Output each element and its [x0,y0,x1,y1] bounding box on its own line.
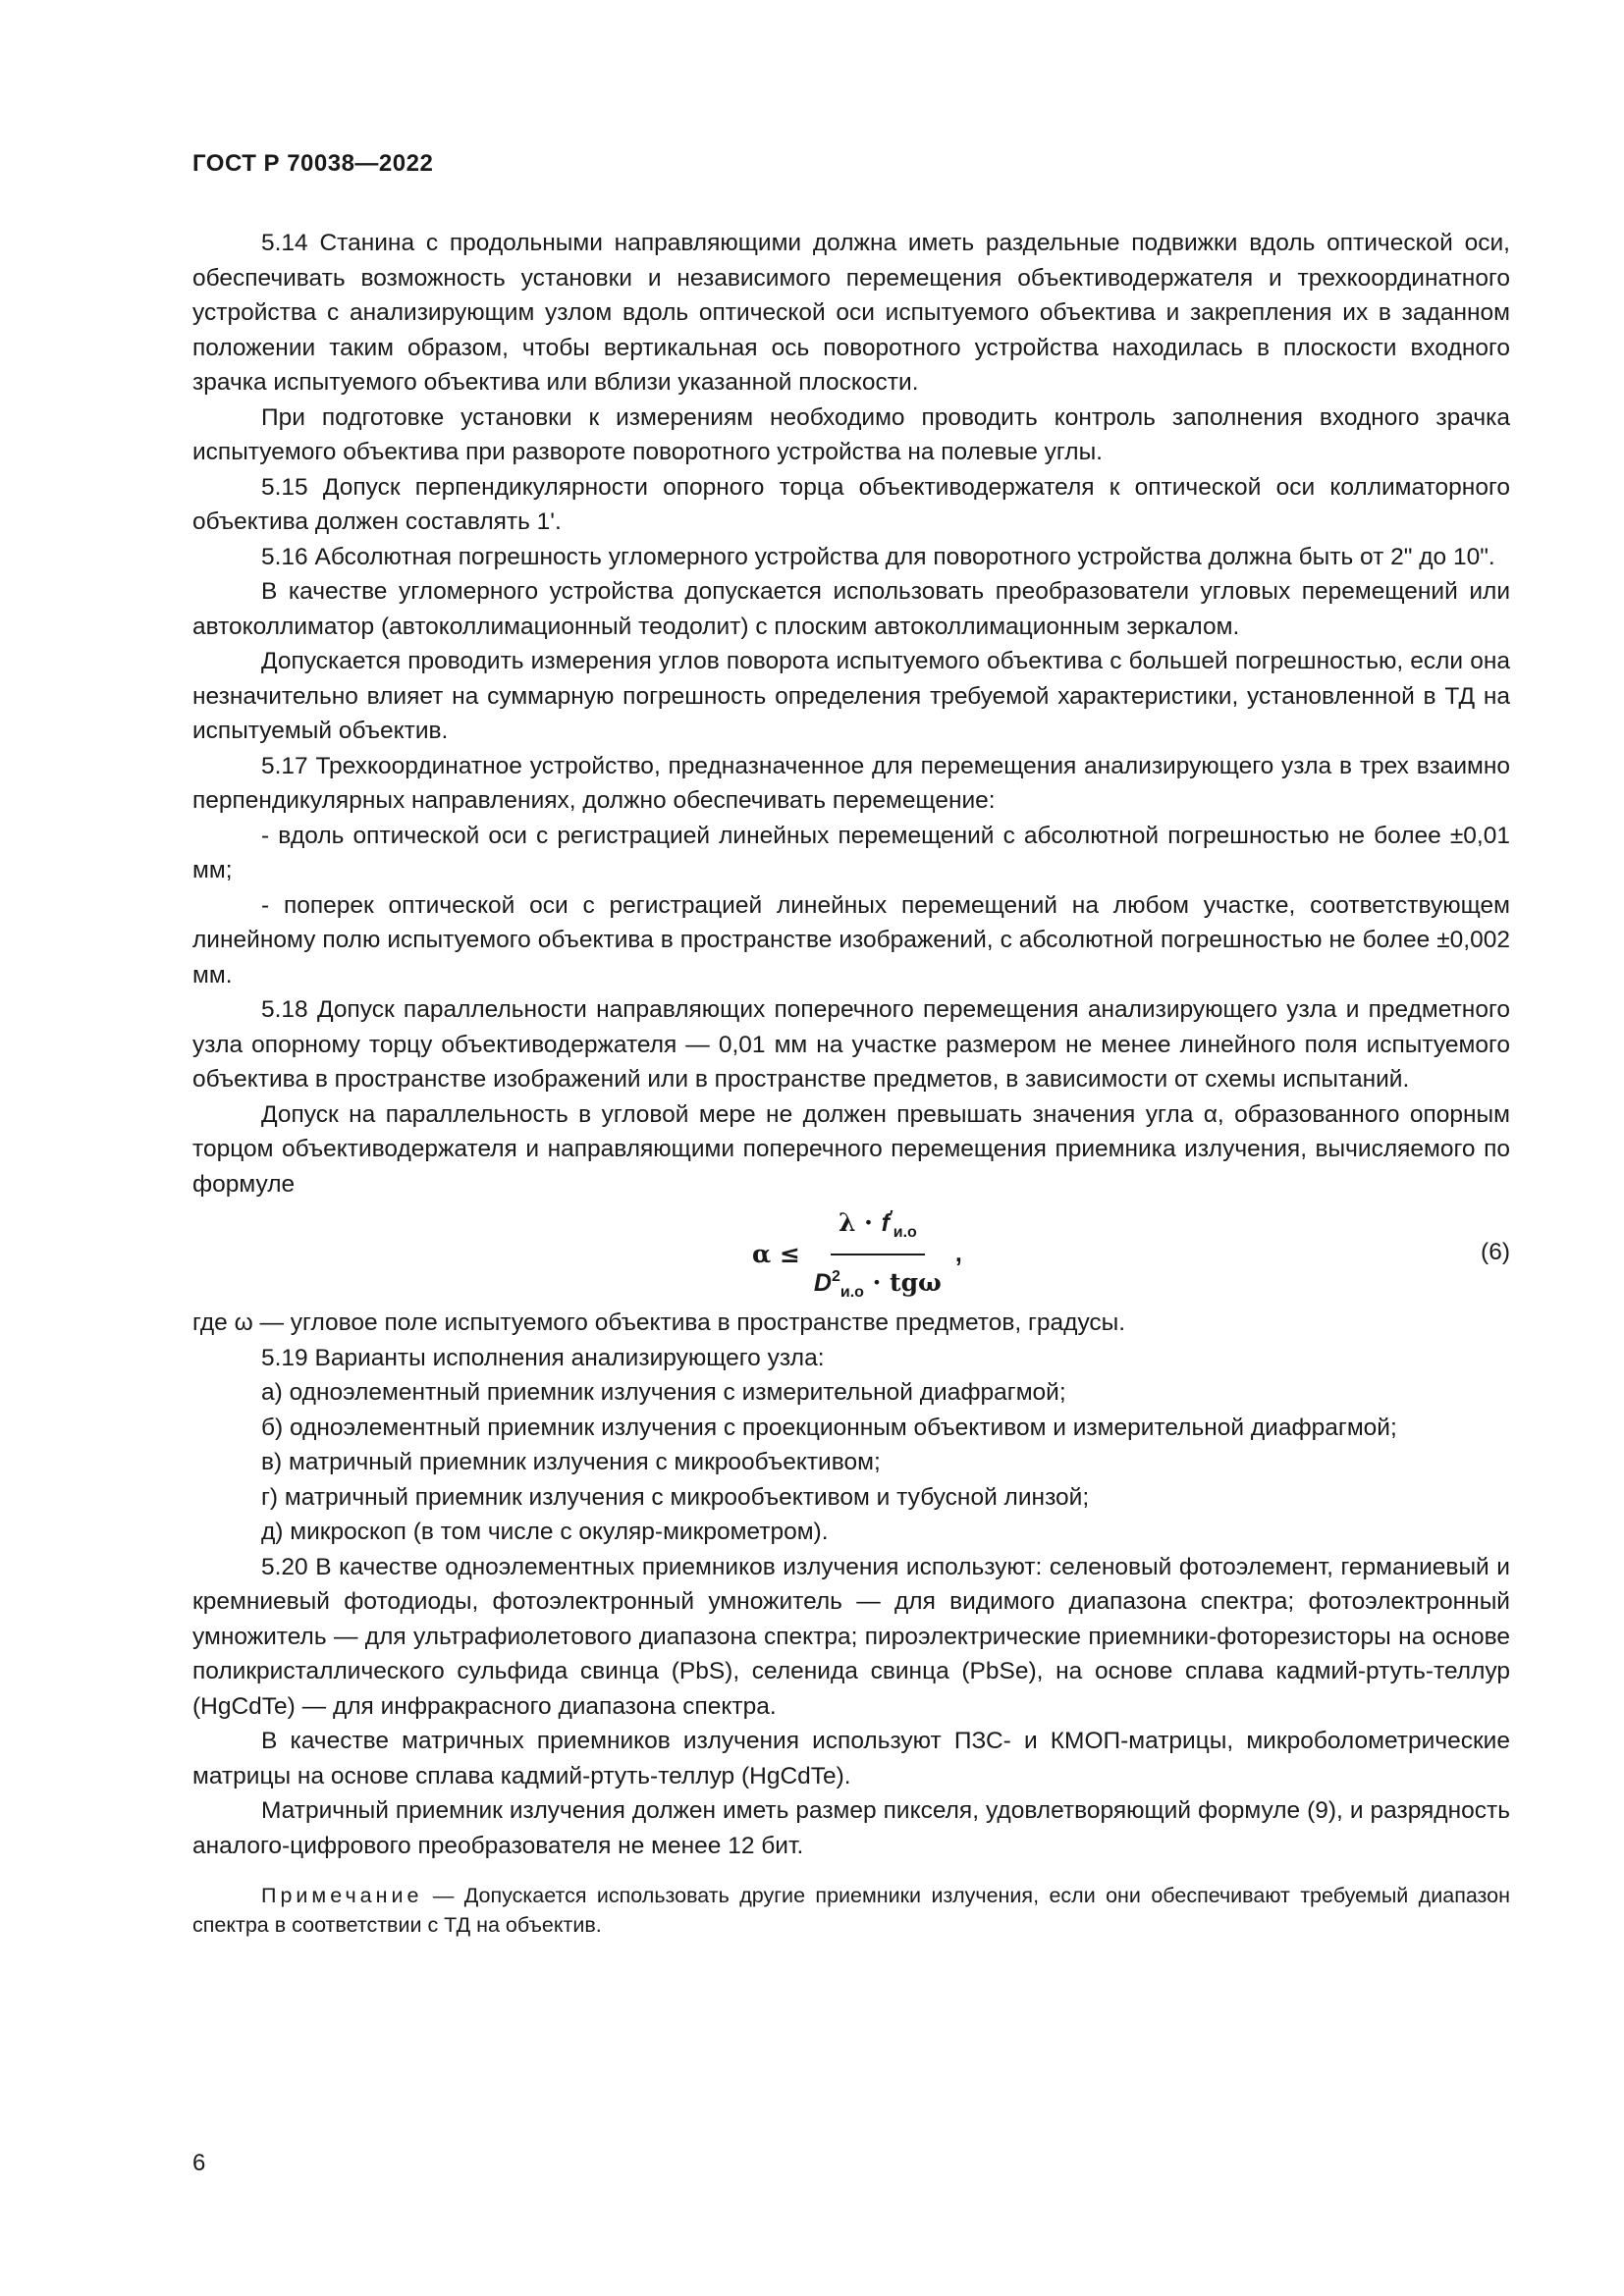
list-item: - поперек оптической оси с регистрацией линейных перемещений на любом участке, соответствующем линейному полю испытуемого объектива в пространстве изображений, с абсолютной погрешностью не более ±0,002 мм. [192,891,1510,988]
equation-number: (6) [1481,1239,1510,1265]
paragraph-5-16: 5.16 Абсолютная погрешность угломерного устройства для поворотного устройства должна быть от 2" до 10". [261,543,1495,570]
formula-den-rest: · tgω [863,1268,942,1297]
formula-denominator [806,1255,949,1310]
list-item: г) матричный приемник излучения с микрообъективом и тубусной линзой; [261,1483,1090,1511]
list-item: а) одноэлементный приемник излучения с измерительной диафрагмой; [261,1379,1066,1406]
document-header: ГОСТ Р 70038—2022 [192,150,434,177]
formula-expression [752,1207,962,1302]
formula-f: f [881,1208,890,1237]
list-item: б) одноэлементный приемник излучения с проекционным объективом и измерительной диафрагмой; [261,1414,1397,1441]
list-item: д) микроскоп (в том числе с окуляр-микрометром). [261,1519,829,1545]
where-line: где ω — угловое поле испытуемого объектива в пространстве предметов, градусы. [192,1309,1126,1336]
formula-comma: , [954,1240,962,1268]
formula-den-sup: 2 [831,1268,840,1285]
paragraph: В качестве матричных приемников излучения используют ПЗС- и КМОП-матрицы, микроболометрические матрицы на основе сплава кадмий-ртуть-теллур (HgCdTe). [192,1728,1510,1789]
formula-lambda: λ · [838,1207,882,1237]
paragraph-5-15: 5.15 Допуск перпендикулярности опорного торца объективодержателя к оптической оси коллиматорного объектива должен составлять 1'. [192,473,1510,535]
paragraph: При подготовке установки к измерениям необходимо проводить контроль заполнения входного зрачка испытуемого объектива при развороте поворотного устройства на полевые углы. [192,403,1510,465]
formula-numerator [831,1200,925,1256]
note-label: Примечание [261,1884,423,1907]
note [192,1881,1510,1940]
page-number: 6 [192,2150,206,2176]
list-item: в) матричный приемник излучения с микрообъективом; [261,1449,881,1475]
formula-d: D [813,1269,832,1297]
paragraph-5-19: 5.19 Варианты исполнения анализирующего узла: [261,1344,825,1371]
list-item: - вдоль оптической оси с регистрацией линейных перемещений с абсолютной погрешностью не более ±0,01 мм; [192,822,1510,883]
paragraph-5-14: 5.14 Станина с продольными направляющими должна иметь раздельные подвижки вдоль оптической оси, обеспечивать возможность установки и независимого перемещения объективодержателя и трехкоординатного устройства с анализирующим узлом вдоль оптической оси испытуемого объектива и закрепления их в заданном положении таким образом, чтобы вертикальная ось поворотного устройства находилась в плоскости входного зрачка испытуемого объектива или вблизи указанной плоскости. [192,230,1510,396]
paragraph: Матричный приемник излучения должен иметь размер пикселя, удовлетворяющий формуле (9), и разрядность аналого-цифрового преобразователя не менее 12 бит. [192,1797,1510,1859]
formula-den-sub: и.о [839,1284,864,1301]
paragraph: Допускается проводить измерения углов поворота испытуемого объектива с большей погрешностью, если она незначительно влияет на суммарную погрешность определения требуемой характеристики, установленной в ТД на испытуемый объектив. [192,648,1510,744]
formula-6 [192,1207,1510,1302]
document-body [192,226,1510,1940]
formula-fraction [806,1200,949,1310]
paragraph-5-17: 5.17 Трехкоординатное устройство, предназначенное для перемещения анализирующего узла в трех взаимно перпендикулярных направлениях, должно обеспечивать перемещение: [192,752,1510,814]
paragraph-5-20: 5.20 В качестве одноэлементных приемников излучения используют: селеновый фотоэлемент, германиевый и кремниевый фотодиоды, фотоэлектронный умножитель — для видимого диапазона спектра; фотоэлектронный умножитель — для ультрафиолетового диапазона спектра; пироэлектрические приемники-фоторезисторы на основе поликристаллического сульфида свинца (PbS), селенида свинца (PbSe), на основе сплава кадмий-ртуть-теллур (HgCdTe) — для инфракрасного диапазона спектра. [192,1553,1510,1720]
paragraph: Допуск на параллельность в угловой мере не должен превышать значения угла α, образованного опорным торцом объективодержателя и направляющими поперечного перемещения приемника излучения, вычисляемого по формуле [192,1100,1510,1198]
paragraph: В качестве угломерного устройства допускается использовать преобразователи угловых перемещений или автоколлиматор (автоколлимационный теодолит) с плоским автоколлимационным зеркалом. [192,578,1510,640]
note-text: — Допускается использовать другие приемники излучения, если они обеспечивают требуемый диапазон спектра в соответствии с ТД на объектив. [192,1884,1510,1937]
paragraph-5-18: 5.18 Допуск параллельности направляющих поперечного перемещения анализирующего узла и предметного узла опорному торцу объективодержателя — 0,01 мм на участке размером не менее линейного поля испытуемого объектива в пространстве изображений или в пространстве предметов, в зависимости от схемы испытаний. [192,996,1510,1093]
formula-prime: ′ [889,1207,893,1225]
formula-lhs: α ≤ [752,1240,800,1269]
formula-num-sub: и.о [893,1223,917,1241]
